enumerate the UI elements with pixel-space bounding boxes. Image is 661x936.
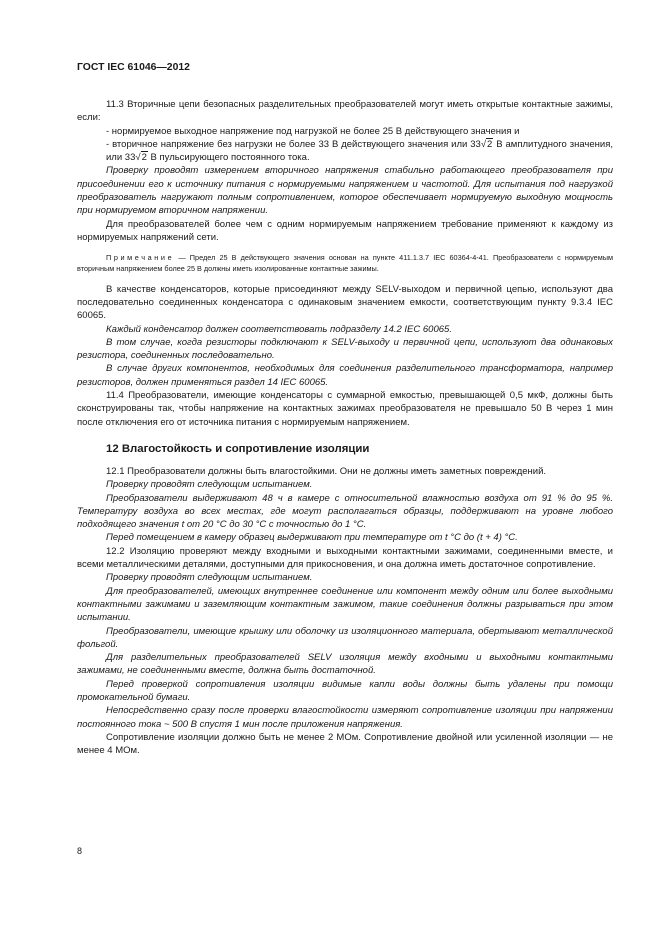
document-header: ГОСТ IEC 61046—2012 (77, 62, 190, 73)
page-number: 8 (77, 846, 83, 856)
resistance-paragraph: Сопротивление изоляции должно быть не менее 2 МОм. Сопротивление двойной или усиленной изоляции — не менее 4 МОм. (77, 731, 613, 757)
clause-11-3-bullet-1: - нормируемое выходное напряжение под нагрузкой не более 25 В действующего значения и (106, 125, 520, 137)
section-12-heading: 12 Влагостойкость и сопротивление изоляции (106, 442, 370, 455)
clause-12-1: 12.1 Преобразователи должны быть влагостойкими. Они не должны иметь заметных повреждений. (106, 465, 547, 477)
measurement-paragraph: Непосредственно сразу после проверки влагостойкости измеряют сопротивление изоляции при напряжении постоянного тока ~ 500 В спустя 1 мин после приложения напряжения. (77, 705, 613, 730)
clause-12-2: 12.2 Изоляцию проверяют между входными и выходными контактными зажимами, соединенными вместе, и всеми металлическими деталями, доступными для прикосновения, и она должна иметь достаточное сопротивление. (77, 545, 613, 571)
clause-11-3-check: Проверку проводят измерением вторичного напряжения стабильно работающего преобразователя при присоединении его к источнику питания с нормируемыми напряжением и частотой. Для испытания под нагрузкой преобразователь нагружают полным сопротивлением, которое обеспечивает нормируемую выходную мощность при нормируемом вторичном напряжении. (77, 165, 613, 217)
resistors-paragraph: В том случае, когда резисторы подключают к SELV-выходу и первичной цепи, используют два одинаковых резистора, соединенных последовательно. (77, 336, 613, 362)
other-components-paragraph: В случае других компонентов, необходимых для соединения разделительного трансформатора, например резисторов, должен применяться раздел 14 IEC 60065. (77, 363, 613, 388)
sqrt-two-2: √2 (135, 152, 147, 164)
capacitor-each-paragraph: Каждый конденсатор должен соответствовать подразделу 14.2 IEC 60065. (106, 323, 452, 335)
clause-12-1-check: Проверку проводят следующим испытанием. (106, 479, 313, 491)
capacitors-paragraph: В качестве конденсаторов, которые присоединяют между SELV-выходом и первичной цепью, используют два последовательно соединенных конденсатора с одинаковым значением емкости, соответствующим пункту 9.3.4 IEC 60065. (77, 283, 613, 322)
clause-11-3-intro: 11.3 Вторичные цепи безопасных разделительных преобразователей могут иметь открытые контактные зажимы, если: (77, 99, 613, 124)
preconditioning-paragraph: Перед помещением в камеру образец выдерживают при температуре от t °С до (t + 4) °С. (106, 532, 518, 544)
note: Примечание — Предел 25 В действующего значения основан на пункте 411.1.3.7 IEC 60364-4-41. Преобразователи с нормируемым вторичным напряжением более 25 В должны иметь изолированные контактные зажимы. (77, 253, 614, 273)
clause-12-2-check: Проверку проводят следующим испытанием. (106, 572, 313, 584)
water-drops-paragraph: Перед проверкой сопротивления изоляции видимые капли воды должны быть удалены при помощи промокательной бумаги. (77, 678, 613, 703)
sqrt-two-1: √2 (480, 138, 493, 150)
humidity-paragraph: Преобразователи выдерживают 48 ч в камере с относительной влажностью воздуха от 91 % до 95 %. Температуру воздуха во всех местах, где могут располагаться образцы, поддерживают на уровне любого подходящего значения t от 20 °С до 30 °С с точностью до 1 °С. (77, 492, 613, 531)
clause-11-4: 11.4 Преобразователи, имеющие конденсаторы с суммарной емкостью, превышающей 0,5 мкФ, должны быть сконструированы так, чтобы напряжение на контактных зажимах преобразователя не превышало 50 В через 1 мин после отключения его от источника питания с нормируемым напряжением. (77, 390, 613, 428)
selv-paragraph: Для разделительных преобразователей SELV изоляция между входными и выходными контактными зажимами, не соединенными вместе, должна быть достаточной. (77, 652, 613, 677)
note-label: Примечание (106, 253, 175, 263)
clause-11-3-bullet-2: - вторичное напряжение без нагрузки не более 33 В действующего значения или 33√2 В амплитудного значения, или 33√2 В пульсирующего постоянного тока. (106, 138, 613, 164)
foil-paragraph: Преобразователи, имеющие крышку или оболочку из изоляционного материала, обертывают металлической фольгой. (77, 625, 613, 650)
document-page (77, 62, 613, 757)
internal-connection-paragraph: Для преобразователей, имеющих внутреннее соединение или компонент между одним или более выходными контактными зажимами и заземляющим контактным зажимом, такие соединения должны разрываться при этом испытании. (77, 585, 613, 624)
clause-11-3-multi: Для преобразователей более чем с одним нормируемым напряжением требование применяют к каждому из нормируемых напряжений сети. (77, 218, 613, 243)
